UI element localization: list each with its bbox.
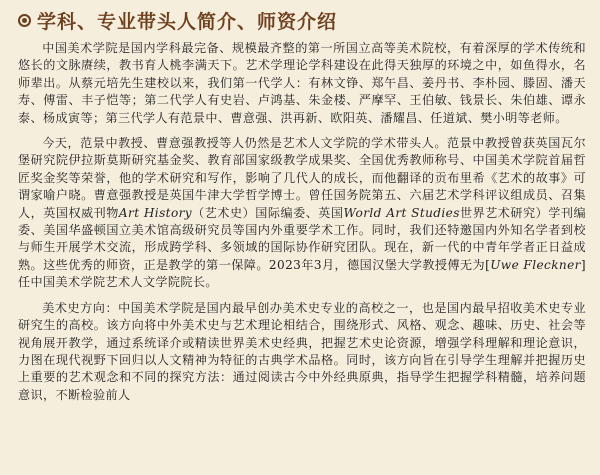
text-run: （艺术史）国际编委、英国 bbox=[192, 205, 344, 220]
journal-title-art-history: Art History bbox=[118, 205, 193, 220]
text-run: 今天，范景中教授、曹意强教授等人仍然是艺术人文学院的学术带头人。范景中教授曾获英国瓦尔堡研究院伊拉斯莫斯研究基金奖、教育部国家级教学成果奖、全国优秀教师称号、中国美术学院首届哲匠奖金奖等荣誉，他的学术研究和写作，影响了几代人的成长，而他翻译的贡布里希《艺术的故事》可谓家喻户晓。曹意强教授是英国牛津大学哲学博士。曾任国务院第五、六届艺术学科评议组成员、召集人，英国权威刊物 bbox=[18, 136, 586, 220]
text-run: 美术史方向：中国美术学院是国内最早创办美术史专业的高校之一，也是国内最早招收美术史专业研究生的高校。该方向将中外美术史与艺术理论相结合，围绕形式、风格、观念、趣味、历史、社会等视角展开教学，通过系统译介或精读世界美术史经典，把握艺术史论资源，增强学科理解和理论意识，力图在现代视野下回归以人文精神为特征的古典学术品格。同时，该方向旨在引导学生理解并把握历史上重要的艺术观念和不同的探究方法：通过阅读古今中外经典原典，指导学生把握学科精髓，培养问题意识，不断检验前人 bbox=[18, 300, 586, 402]
person-name-uwe-fleckner: Uwe Fleckner bbox=[490, 257, 581, 272]
text-run: 中国美术学院是国内学科最完备、规模最齐整的第一所国立高等美术院校，有着深厚的学术传统和悠长的文脉赓续，教书育人桃李满天下。艺术学理论学科建设在此得天独厚的环境之中，如鱼得水，名师辈出。从蔡元培先生建校以来，我们第一代学人：有林文铮、郑午昌、姜丹书、李朴园、滕固、潘天寿、傅雷、丰子恺等；第二代学人有史岩、卢鸿基、朱金楼、严摩罕、王伯敏、钱景长、朱伯雄、谭永泰、杨成寅等；第三代学人有范景中、曹意强、洪再新、欧阳英、潘耀昌、任道斌、樊小明等老师。 bbox=[18, 41, 586, 125]
paragraph-history bbox=[18, 40, 586, 127]
section-heading-text: 学科、专业带头人简介、师资介绍 bbox=[37, 10, 338, 33]
paragraph-faculty bbox=[18, 135, 586, 292]
journal-title-world-art-studies: World Art Studies bbox=[343, 205, 460, 220]
section-heading bbox=[18, 8, 586, 32]
text-run: ]任中国美术学院艺术人文学院院长。 bbox=[18, 257, 586, 290]
text-run: 世界艺术研究）学刊编委、美国华盛顿国立美术馆高级研究员等国内外重要学术工作。同时，我们还特邀国内外知名学者到校与师生开展学术交流，形成跨学科、多领域的国际协作研究团队。现在，新一代的中青年学者正日益成熟。这些优秀的师资，正是教学的第一保障。2023年3月，德国汉堡大学教授傅无为[ bbox=[18, 205, 586, 272]
paragraph-art-history-direction bbox=[18, 300, 586, 404]
circle-bullet-icon bbox=[18, 14, 31, 27]
